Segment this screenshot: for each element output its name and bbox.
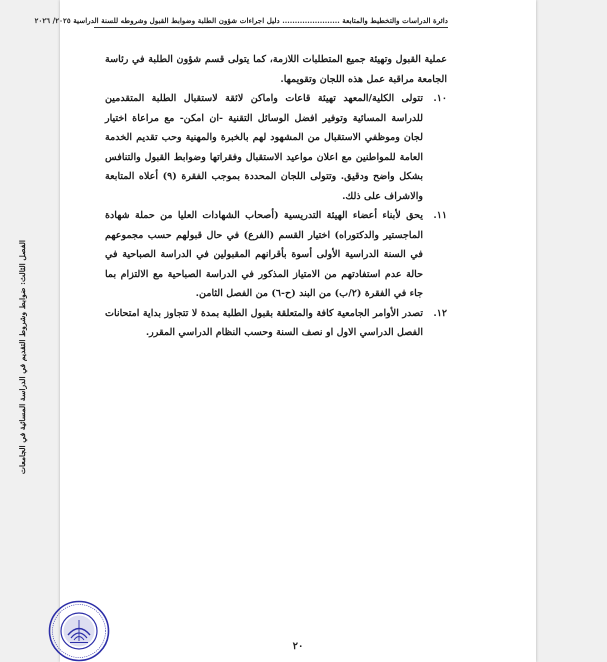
- item-text: تتولى الكلية/المعهد تهيئة قاعات واماكن لائقة لاستقبال الطلبة المتقدمين للدراسة المسائية وتوفير افضل الوسائل التقنية -ان امكن- مع مراعاة اختيار لجان وموظفي الاستقبال من المشهود لهم بالخبرة والمهنية وحب تقديم الخدمة العامة للمواطنين مع اعلان مواعيد الاستقبال وفقراتها وضوابط القبول والتنافس بشكل واضح ودقيق. وتتولى اللجان المحددة بموجب الفقرة (٩) أعلاه المتابعة والاشراف على ذلك.: [105, 93, 424, 202]
- list-item: [105, 89, 447, 206]
- item-number: ١٢.: [433, 307, 447, 319]
- item-number: ١٠.: [433, 93, 447, 104]
- document-page: [34, 0, 536, 662]
- list-item: [105, 206, 447, 304]
- item-text: تصدر الأوامر الجامعية كافة والمتعلقة بقبول الطلبة بمدة لا تتجاوز بداية امتحانات الفصل الدراسي الاول او نصف السنة وحسب النظام الدراسي المقرر.: [105, 307, 423, 338]
- page-header: دائرة الدراسات والتخطيط والمتابعة ....................... دليل اجراءات شؤون الطلبة وضوابط القبول وشروطه للسنة الدراسية ٢٠٢٥/ ٢٠٢٦: [34, 16, 448, 25]
- item-text: يحق لأبناء أعضاء الهيئة التدريسية (أصحاب الشهادات العليا من حملة شهادة الماجستير والدكتوراه) اختيار القسم (الفرع) في حال قبولهم حسب مجموعهم في السنة الدراسية الأولى أسوة بأقرانهم المقبولين في الدراسة الصباحية في حالة عدم استفادتهم من الامتياز المذكور في الدراسة الصباحية مع الالتزام بما جاء في الفقرة (٢/ب) من البند (ح-٦) من الفصل الثامن.: [105, 210, 423, 299]
- page-number: ٢٠: [292, 641, 304, 652]
- chapter-sidebar-title: الفصل الثالث: ضوابط وشروط التقديم في الدراسة المسائية في الجامعات: [18, 240, 27, 475]
- university-seal-logo: [48, 600, 110, 662]
- list-item: [105, 304, 447, 343]
- header-divider: [94, 27, 448, 28]
- page-body: [105, 50, 447, 343]
- item-number: ١١.: [433, 210, 447, 221]
- continuation-paragraph: عملية القبول وتهيئة جميع المتطلبات اللازمة، كما يتولى قسم شؤون الطلبة في رئاسة الجامعة مراقبة عمل هذه اللجان وتقويمها.: [105, 54, 447, 85]
